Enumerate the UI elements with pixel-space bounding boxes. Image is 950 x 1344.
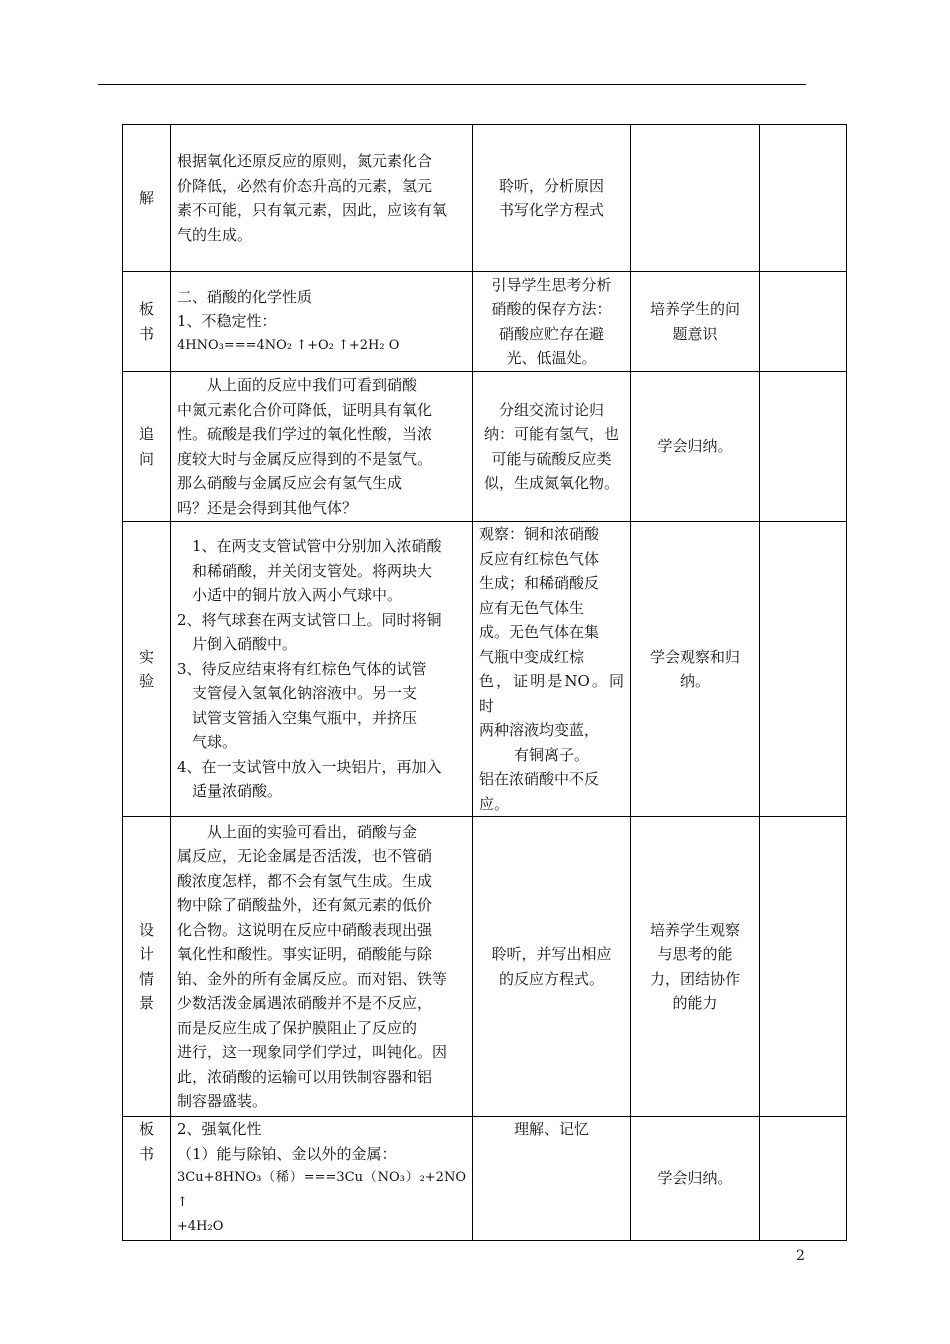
- student-line: 反应有红棕色气体: [479, 549, 600, 568]
- row-label: 书: [138, 1144, 154, 1163]
- row-label: 追: [138, 425, 154, 443]
- student-line: 书写化学方程式: [498, 201, 604, 219]
- empty-cell: [760, 1117, 847, 1241]
- student-line: 理解、记忆: [513, 1120, 589, 1138]
- intent-line: 培养学生观察: [649, 920, 740, 939]
- row-label: 实: [138, 647, 154, 666]
- student-line: 硝酸的保存方法：: [491, 300, 612, 318]
- content-line: 1、不稳定性：: [177, 312, 277, 331]
- content-line: 素不可能，只有氧元素，因此，应该有氧: [177, 201, 448, 219]
- content-line: 吗？还是会得到其他气体？: [177, 498, 358, 517]
- empty-cell: [760, 817, 847, 1117]
- student-activity-cell: [473, 522, 631, 817]
- student-line: 两种溶液均变蓝，: [479, 721, 600, 739]
- intent-line: 培养学生的问: [649, 300, 740, 318]
- row-label-cell: [123, 1117, 171, 1241]
- row-label: 验: [138, 672, 154, 690]
- student-line: 气瓶中变成红棕: [479, 647, 585, 666]
- intent-line: 学会归纳。: [657, 1169, 733, 1187]
- empty-cell: [760, 272, 847, 372]
- content-line: 根据氧化还原反应的原则，氮元素化合: [177, 152, 433, 170]
- content-line: （1）能与除铂、金以外的金属：: [177, 1144, 397, 1163]
- content-line: 气球。: [192, 733, 238, 752]
- content-line: 中氮元素化合价可降低，证明具有氧化: [177, 400, 433, 419]
- student-line: 可能与硫酸反应类: [491, 449, 612, 468]
- content-line: 小适中的铜片放入两小气球中。: [192, 586, 403, 605]
- content-line: 1、在两支支管试管中分别加入浓硝酸: [192, 537, 442, 556]
- content-line: 铂、金外的所有金属反应。而对铝、铁等: [177, 969, 448, 988]
- student-activity-cell: [473, 272, 631, 372]
- content-line: 此，浓硝酸的运输可以用铁制容器和铝: [177, 1067, 433, 1086]
- student-line: 观察：铜和浓硝酸: [479, 525, 600, 543]
- content-cell: [171, 522, 473, 817]
- intent-line: 学会归纳。: [657, 437, 733, 456]
- content-line: 而是反应生成了保护膜阻止了反应的: [177, 1018, 418, 1037]
- content-line: 酸浓度怎样，都不会有氢气生成。生成: [177, 871, 433, 890]
- row-label-cell: [123, 522, 171, 817]
- intent-line: 题意识: [672, 324, 718, 343]
- content-line: 物中除了硝酸盐外，还有氮元素的低价: [177, 896, 433, 914]
- content-cell: [171, 272, 473, 372]
- row-label: 景: [138, 994, 154, 1012]
- student-line: 有铜离子。: [513, 745, 589, 764]
- table-row: [123, 372, 847, 522]
- content-line: 属反应，无论金属是否活泼，也不管硝: [177, 847, 433, 865]
- student-line: 色，证明是NO。同时: [479, 672, 624, 715]
- student-line: 的反应方程式。: [498, 969, 604, 988]
- student-line: 引导学生思考分析: [491, 275, 612, 294]
- table-row: [123, 817, 847, 1117]
- table-row: [123, 522, 847, 817]
- lesson-plan-table: [122, 124, 847, 1241]
- table-row: [123, 1117, 847, 1241]
- intent-line: 与思考的能: [657, 945, 733, 963]
- row-label: 解: [138, 188, 154, 207]
- header-rule: [98, 84, 806, 85]
- page-number: 2: [796, 1248, 805, 1264]
- empty-cell: [760, 372, 847, 522]
- row-label: 计: [138, 945, 154, 963]
- empty-cell: [760, 125, 847, 272]
- content-line: 和稀硝酸，并关闭支管处。将两块大: [192, 561, 433, 580]
- row-label-cell: [123, 272, 171, 372]
- row-label: 板: [138, 300, 154, 318]
- row-label-cell: [123, 125, 171, 272]
- intent-line: 纳。: [679, 672, 710, 690]
- student-activity-cell: [473, 125, 631, 272]
- content-line: 3、待反应结束将有红棕色气体的试管: [177, 659, 427, 678]
- content-line: 2、将气球套在两支试管口上。同时将铜: [177, 610, 442, 629]
- content-line: 从上面的反应中我们可看到硝酸: [207, 376, 418, 394]
- row-label-cell: [123, 372, 171, 522]
- design-intent-cell: [631, 372, 760, 522]
- content-line: 那么硝酸与金属反应会有氢气生成: [177, 474, 403, 492]
- content-line: 氧化性和酸性。事实证明，硝酸能与除: [177, 945, 433, 963]
- row-label: 设: [138, 920, 154, 939]
- content-line: 气的生成。: [177, 225, 253, 244]
- design-intent-cell: [631, 272, 760, 372]
- content-line: 4、在一支试管中放入一块铝片，再加入: [177, 757, 442, 776]
- student-activity-cell: [473, 817, 631, 1117]
- design-intent-cell: [631, 522, 760, 817]
- equation-line: 4HNO₃===4NO₂ ↑+O₂ ↑+2H₂ O: [177, 337, 400, 353]
- row-label: 情: [138, 969, 154, 988]
- content-line: 进行，这一现象同学们学过，叫钝化。因: [177, 1043, 448, 1061]
- content-line: 适量浓硝酸。: [192, 782, 283, 801]
- design-intent-cell: [631, 125, 760, 272]
- design-intent-cell: [631, 817, 760, 1117]
- equation-line: +4H₂O: [177, 1219, 224, 1234]
- content-line: 片倒入硝酸中。: [192, 635, 298, 654]
- row-label: 书: [138, 324, 154, 343]
- student-line: 聆听，分析原因: [498, 176, 604, 195]
- content-line: 试管支管插入空集气瓶中，并挤压: [192, 708, 418, 727]
- content-line: 制容器盛装。: [177, 1092, 268, 1110]
- row-label-cell: [123, 817, 171, 1117]
- row-label: 板: [138, 1120, 154, 1138]
- student-line: 硝酸应贮存在避: [498, 324, 604, 343]
- equation-line: 3Cu+8HNO₃（稀）===3Cu（NO₃）₂+2NO ↑: [177, 1170, 466, 1210]
- content-line: 从上面的实验可看出，硝酸与金: [207, 822, 418, 841]
- student-activity-cell: [473, 372, 631, 522]
- content-line: 2、强氧化性: [177, 1120, 262, 1138]
- row-label: 问: [138, 449, 154, 468]
- table-row: [123, 272, 847, 372]
- student-line: 光、低温处。: [506, 349, 597, 367]
- student-activity-cell: [473, 1117, 631, 1241]
- student-line: 纳：可能有氢气，也: [483, 425, 619, 443]
- student-line: 应。: [479, 794, 510, 813]
- content-line: 化合物。这说明在反应中硝酸表现出强: [177, 920, 433, 939]
- intent-line: 学会观察和归: [649, 647, 740, 666]
- content-cell: [171, 1117, 473, 1241]
- design-intent-cell: [631, 1117, 760, 1241]
- content-cell: [171, 372, 473, 522]
- content-line: 度较大时与金属反应得到的不是氢气。: [177, 449, 433, 468]
- table-row: [123, 125, 847, 272]
- student-line: 分组交流讨论归: [498, 400, 604, 419]
- content-line: 价降低，必然有价态升高的元素，氢元: [177, 176, 433, 195]
- empty-cell: [760, 522, 847, 817]
- content-line: 少数活泼金属遇浓硝酸并不是不反应，: [177, 994, 433, 1012]
- intent-line: 力，团结协作: [649, 969, 740, 988]
- student-line: 成。无色气体在集: [479, 623, 600, 641]
- student-line: 铝在浓硝酸中不反: [479, 770, 600, 788]
- student-line: 应有无色气体生: [479, 598, 585, 617]
- intent-line: 的能力: [672, 994, 718, 1012]
- student-line: 似，生成氮氧化物。: [483, 474, 619, 492]
- content-line: 性。硫酸是我们学过的氧化性酸，当浓: [177, 425, 433, 443]
- content-cell: [171, 817, 473, 1117]
- content-line: 二、硝酸的化学性质: [177, 287, 313, 306]
- content-line: 支管侵入氢氧化钠溶液中。另一支: [192, 684, 418, 703]
- student-line: 生成；和稀硝酸反: [479, 574, 600, 592]
- student-line: 聆听，并写出相应: [491, 945, 612, 963]
- content-cell: [171, 125, 473, 272]
